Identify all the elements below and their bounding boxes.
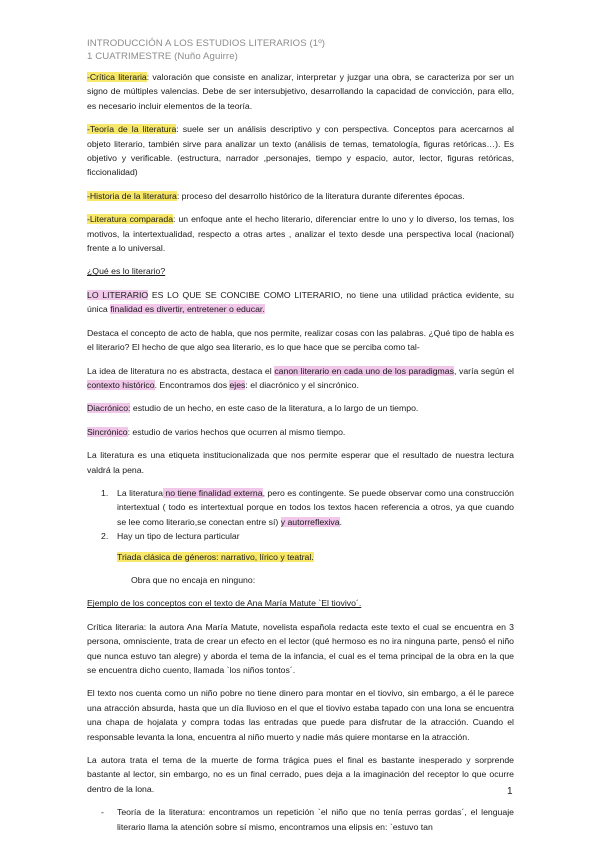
definition-text: : un enfoque ante el hecho literario, diferenciar entre lo uno y lo diverso, los temas, los motivos, la intertextualidad, respecto a otras artes , analizar el texto desde una perspectiva local (nacional) frente a lo universal. [87, 214, 514, 254]
header-title: INTRODUCCIÓN A LOS ESTUDIOS LITERARIOS (1º) [87, 38, 326, 49]
paragraph-resumen: El texto nos cuenta como un niño pobre no tiene dinero para montar en el tiovivo, sin embargo, a él le parece una atracción absurda, hasta que un día lluvioso en el que el tiovivo estaba tapado con una lona se encuentra una chapa de hojalata y compra todas las entradas que puede para disfrutar de la atracción. Cuando el responsable levanta la lona, encuentra al niño muerto y nadie más quiere montarse en la atracción. [87, 688, 514, 742]
section-heading-literario: ¿Qué es lo literario? [87, 266, 166, 277]
highlight-pink: y autorreflexiva [280, 516, 340, 527]
paragraph-critica-ejemplo: Crítica literaria: la autora Ana María Matute, novelista española redacta este texto el cual se encuentra en 3 persona, omnisciente, trata de crear un efecto en el lector (qué hermoso es no ira ninguna parte, pensó el niño que nunca estuvo tan alegre) y aborda el tema de la infancia, el cual es el tema principal de la obra en la que se encuentra dicho cuento, llamada `los niños tontos´. [87, 621, 514, 675]
document-body [87, 70, 514, 834]
page-number: 1 [507, 786, 513, 797]
paragraph-canon: La idea de literatura no es abstracta, destaca el canon literario en cada uno de los paradigmas, varía según el contexto histórico. Encontramos dos ejes: el diacrónico y el sincrónico. [87, 365, 514, 390]
definition-text: : proceso del desarrollo histórico de la literatura durante diferentes épocas. [176, 190, 465, 201]
highlight-pink: Diacrónico: [87, 403, 131, 414]
numbered-list [87, 486, 514, 544]
paragraph-lo-literario: LO LITERARIO ES LO QUE SE CONCIBE COMO LITERARIO, no tiene una utilidad práctica evidente, su única finalidad es divertir, entretener o educar. [87, 289, 514, 315]
paragraph-etiqueta: La literatura es una etiqueta institucionalizada que nos permite esperar que el resultado de nuestra lectura valdrá la pena. [87, 450, 514, 475]
list-number: 2. [101, 531, 109, 542]
highlight-pink: ejes [229, 379, 246, 390]
bullet-item: - Teoría de la literatura: encontramos un repetición `el niño que no tenía perras gordas´, el lenguaje literario llama la atención sobre sí mismo, encontramos una elipsis en: `estuvo tan [101, 807, 514, 832]
highlight-pink: finalidad es divertir, entretener o educar. [110, 304, 265, 315]
definition-text: : valoración que consiste en analizar, interpretar y juzgar una obra, se caracteriza por ser un signo de múltiples valencias. Debe de ser intersubjetivo, desarrollando la capacidad de convicción, para ello, es necesario incluir elementos de la teoría. [87, 72, 514, 111]
obra-line: Obra que no encaja en ninguno: [131, 574, 256, 585]
highlight-pink: contexto histórico [87, 379, 155, 390]
highlight-pink: no tiene finalidad externa [162, 487, 263, 498]
term-highlight: -Historia de la literatura [87, 190, 177, 201]
definition-comparada [87, 212, 514, 255]
highlight-pink: canon literario en cada uno de los paradigmas [274, 365, 454, 376]
highlight-yellow: Triada clásica de géneros: narrativo, lírico y teatral. [117, 551, 314, 562]
term-highlight: -Literatura comparada [87, 214, 174, 225]
term-highlight: -Crítica literaria [87, 72, 147, 82]
paragraph-acto-habla: Destaca el concepto de acto de habla, que nos permite, realizar cosas con las palabras. ¿Qué tipo de habla es el literario? El hecho de que algo sea literario, es lo que hace que se perciba como tal- [87, 327, 514, 353]
highlight-pink: LO LITERARIO [87, 289, 149, 300]
definition-critica [87, 70, 514, 113]
header-subtitle: 1 CUATRIMESTRE (Nuño Aguirre) [87, 51, 238, 62]
document-header [87, 37, 325, 63]
paragraph-muerte: La autora trata el tema de la muerte de forma trágica pues el final es bastante inesperado y sorprende bastante al lector, sin embargo, no es un final cerrado, pues deja a la imaginación del receptor lo que ocurre dentro de la lona. [87, 755, 514, 794]
paragraph-sincronico: Sincrónico: estudio de varios hechos que ocurren al mismo tiempo. [87, 426, 346, 437]
term-highlight: -Teoría de la literatura [87, 124, 177, 135]
definition-teoria [87, 122, 514, 180]
definition-historia [87, 189, 514, 203]
bullet-dash: - [101, 807, 104, 818]
highlight-pink: Sincrónico [87, 426, 128, 437]
paragraph-diacronico: Diacrónico: estudio de un hecho, en este caso de la literatura, a lo largo de un tiempo. [87, 403, 419, 414]
list-number: 1. [101, 487, 109, 498]
definition-text: : suele ser un análisis descriptivo y con perspectiva. Conceptos para acercarnos al objeto literario, también sirve para analizar un texto (análisis de temas, tematología, figuras retóricas…). Es objetivo y verificable. (estructura, narrador ,personajes, tiempo y espacio, autor, lector, figuras retóricas, ficcionalidad) [87, 124, 514, 178]
list-item: 1. La literatura no tiene finalidad externa, pero es contingente. Se puede observar como una construcción intertextual ( todo es intertextual porque en todos los textos hacen referencia a otros, ya que cuando se lee como literario,se conectan entre sí) y autorreflexiva. [101, 487, 514, 527]
list-item: 2. Hay un tipo de lectura particular [87, 529, 514, 543]
section-heading-ejemplo: Ejemplo de los conceptos con el texto de Ana María Matute `El tiovivo´. [87, 598, 362, 609]
triada-line [87, 550, 514, 564]
